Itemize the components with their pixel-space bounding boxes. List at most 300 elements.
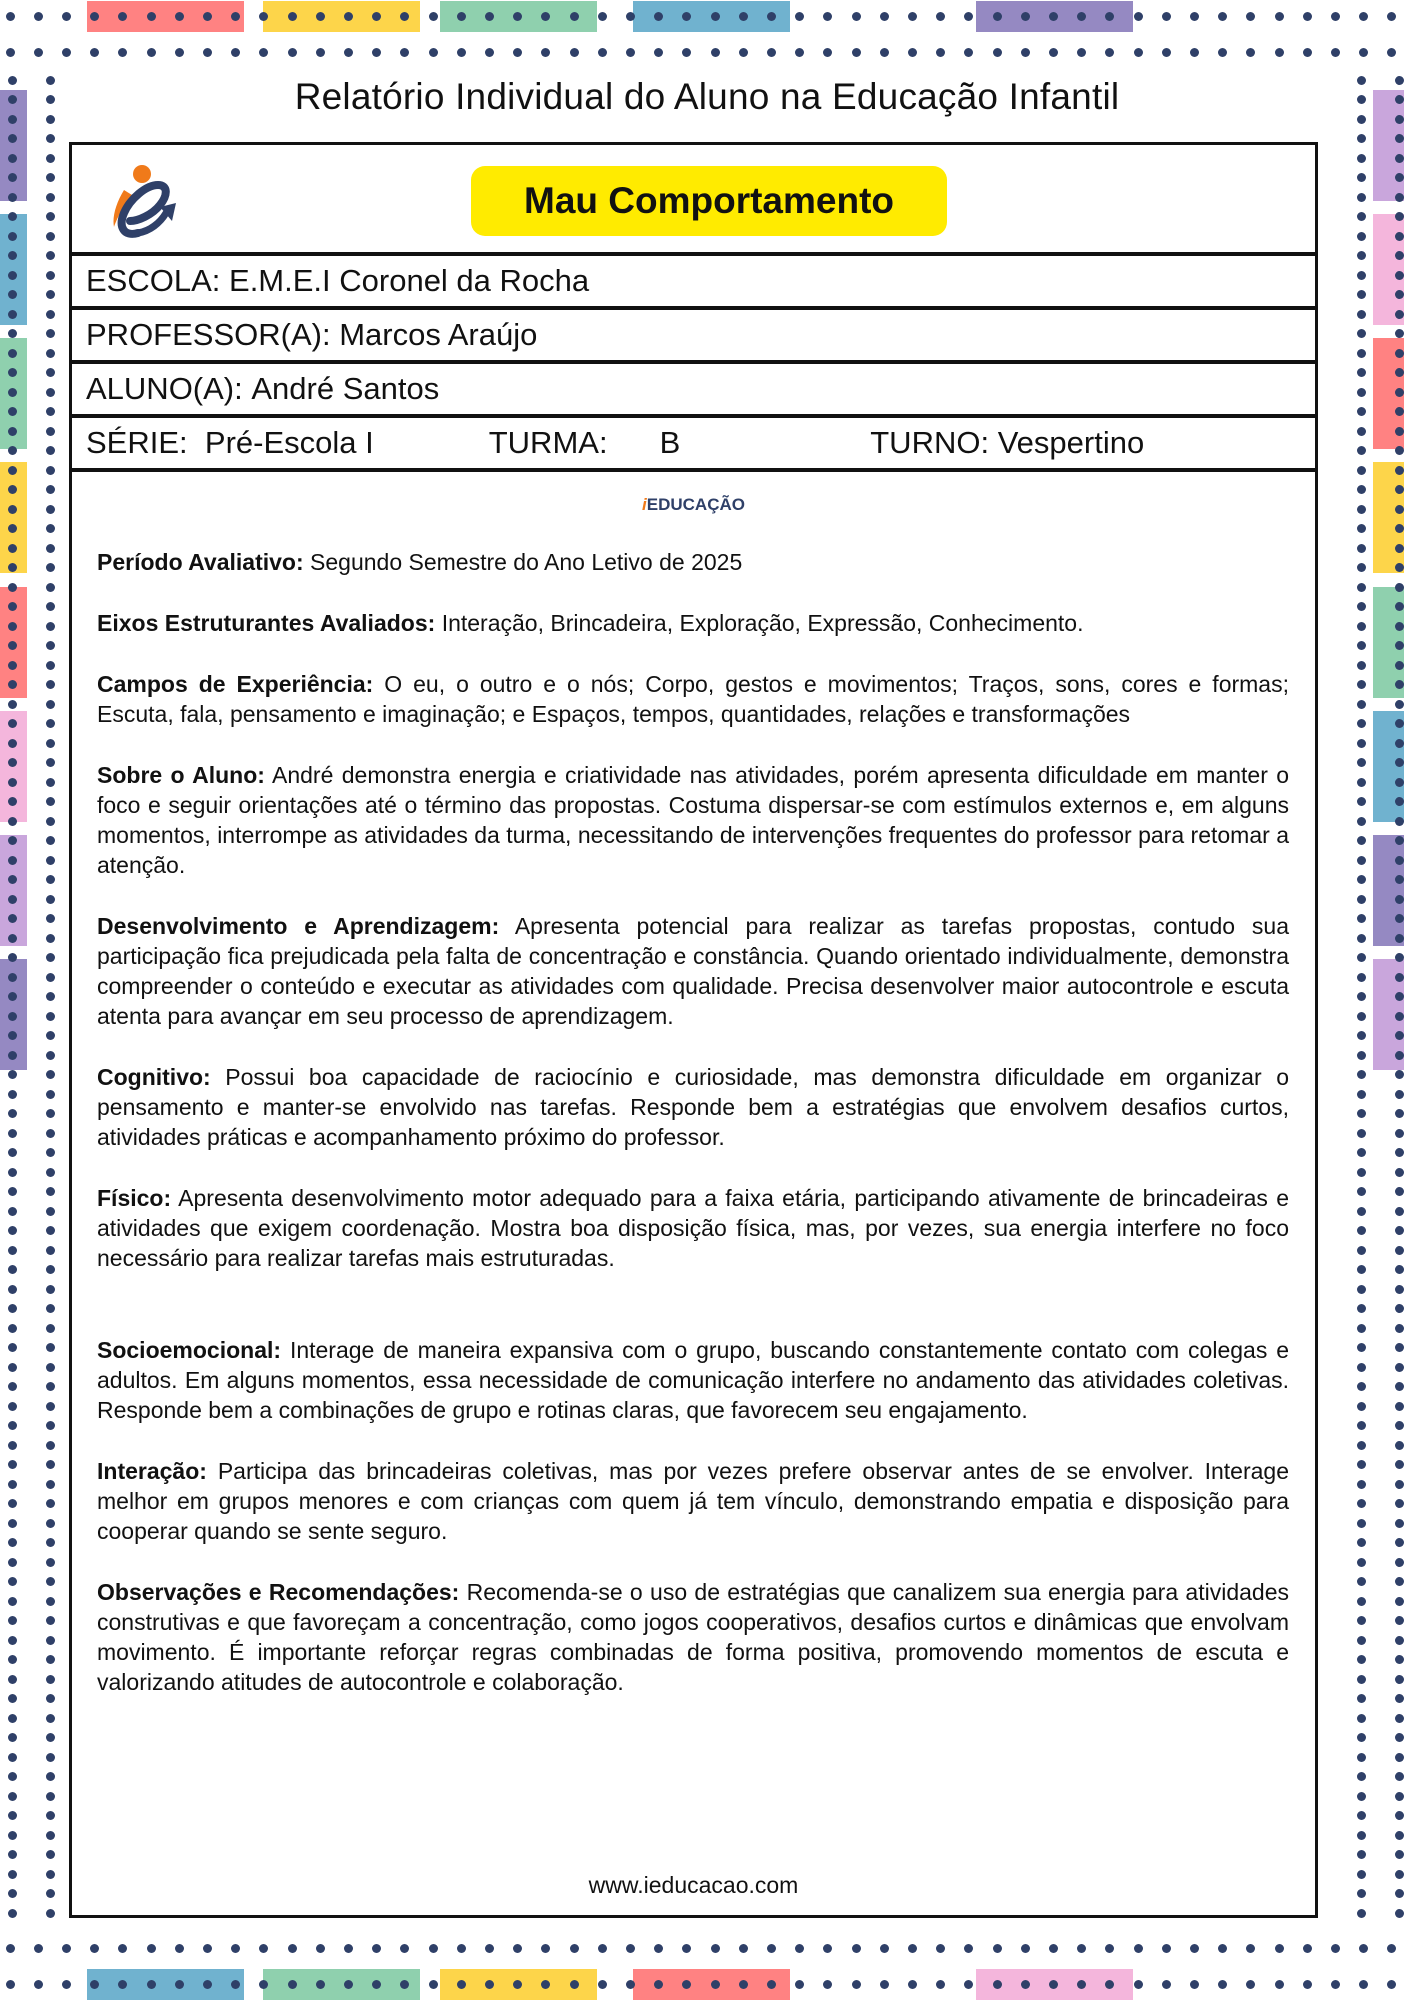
dot <box>1357 1421 1366 1430</box>
dot <box>1077 12 1086 21</box>
dot <box>1162 1980 1171 1989</box>
dot <box>1395 700 1404 709</box>
dot <box>1357 1675 1366 1684</box>
dot <box>1357 1343 1366 1352</box>
section-label: Interação: <box>97 1458 207 1484</box>
dot <box>46 836 55 845</box>
dot <box>46 1402 55 1411</box>
dot <box>175 1980 184 1989</box>
dot <box>147 12 156 21</box>
dot <box>8 212 17 221</box>
dot <box>880 48 889 57</box>
dot <box>1162 1944 1171 1953</box>
report-content <box>97 547 1289 1728</box>
brand-mark-prefix: i <box>642 495 647 514</box>
dot <box>1190 48 1199 57</box>
dot <box>8 485 17 494</box>
dot <box>8 1772 17 1781</box>
dot <box>1395 1246 1404 1255</box>
dot <box>1395 622 1404 631</box>
dot <box>46 1636 55 1645</box>
dot <box>1357 251 1366 260</box>
dot <box>6 12 15 21</box>
dot <box>46 641 55 650</box>
dot <box>46 212 55 221</box>
dot <box>46 1109 55 1118</box>
dot <box>8 232 17 241</box>
dot <box>46 992 55 1001</box>
dot <box>8 1382 17 1391</box>
dot <box>46 1753 55 1762</box>
dot <box>1331 12 1340 21</box>
dot <box>1359 48 1368 57</box>
dot <box>795 1944 804 1953</box>
dot <box>8 700 17 709</box>
section-cognitive <box>97 1062 1289 1152</box>
dot <box>1395 1168 1404 1177</box>
dot <box>46 154 55 163</box>
ieducacao-logo-icon <box>94 155 184 245</box>
dot <box>46 1246 55 1255</box>
bottom-color-band <box>87 1969 244 2000</box>
dot <box>118 48 127 57</box>
dot <box>1021 12 1030 21</box>
dot <box>46 173 55 182</box>
dot <box>8 1109 17 1118</box>
dot <box>1395 1012 1404 1021</box>
dot <box>1357 1129 1366 1138</box>
dot <box>936 48 945 57</box>
dot <box>316 1980 325 1989</box>
dot <box>1357 1655 1366 1664</box>
section-text: Interage de maneira expansiva com o grupo, buscando constantemente contato com colegas e adultos. Em alguns momentos, essa necessidade de comunicação interfere no andamento das atividades coletivas. Responde bem a combinações de grupo e rotinas claras, que favorecem seu engajamento. <box>97 1337 1290 1423</box>
dot <box>1049 1980 1058 1989</box>
dot <box>8 641 17 650</box>
dot <box>1395 407 1404 416</box>
dot <box>8 1265 17 1274</box>
dot <box>62 12 71 21</box>
dot <box>1162 12 1171 21</box>
dot <box>8 466 17 475</box>
dot <box>739 1944 748 1953</box>
dot <box>46 602 55 611</box>
dot <box>1246 1980 1255 1989</box>
dot <box>1357 1792 1366 1801</box>
dot <box>8 563 17 572</box>
dot <box>1134 12 1143 21</box>
dot <box>429 1944 438 1953</box>
dot <box>598 1980 607 1989</box>
dot <box>1395 485 1404 494</box>
dot <box>1395 1363 1404 1372</box>
dot <box>8 680 17 689</box>
dot <box>626 48 635 57</box>
dot <box>8 173 17 182</box>
dot <box>1395 739 1404 748</box>
section-label: Físico: <box>97 1185 172 1211</box>
section-label: Campos de Experiência: <box>97 671 374 697</box>
dot <box>8 875 17 884</box>
dot <box>34 48 43 57</box>
dot <box>1395 154 1404 163</box>
dot <box>485 1980 494 1989</box>
dot <box>541 48 550 57</box>
dot <box>46 856 55 865</box>
section-label: Sobre o Aluno: <box>97 762 265 788</box>
dot <box>46 1460 55 1469</box>
section-text: O eu, o outro e o nós; Corpo, gestos e movimentos; Traços, sons, cores e formas; Escuta, fala, pensamento e imaginação; e Espaços, tempos, quantidades, relações e transformações <box>97 671 1289 727</box>
dot <box>46 914 55 923</box>
dot <box>513 1944 522 1953</box>
dot <box>1077 1980 1086 1989</box>
dot <box>852 48 861 57</box>
dot <box>1357 1363 1366 1372</box>
dot <box>46 1421 55 1430</box>
left-color-band <box>0 835 27 946</box>
section-text: Apresenta desenvolvimento motor adequado para a faixa etária, participando ativamente de brincadeiras e atividades que exigem coordenação. Mostra boa disposição física, mas, por vezes, sua energia interfere no foco necessário para realizar tarefas mais estruturadas. <box>97 1185 1289 1271</box>
dot <box>1395 271 1404 280</box>
dot <box>1303 12 1312 21</box>
dot <box>1246 12 1255 21</box>
dot <box>8 310 17 319</box>
dot <box>8 758 17 767</box>
dot <box>1049 12 1058 21</box>
shift-label: TURNO: <box>870 425 990 460</box>
dot <box>1357 836 1366 845</box>
section-text: Apresenta potencial para realizar as tarefas propostas, contudo sua participação fica prejudicada pela falta de concentração e constância. Quando orientado individualmente, demonstra compreender o conteúdo e executar as atividades com qualidade. Precisa desenvolver maior autocontrole e escuta atenta para avançar em seu processo de aprendizagem. <box>97 913 1289 1029</box>
dot <box>46 1519 55 1528</box>
report-header <box>72 145 1315 256</box>
dot <box>46 1265 55 1274</box>
dot <box>8 388 17 397</box>
section-label: Cognitivo: <box>97 1064 211 1090</box>
dot <box>1395 1343 1404 1352</box>
dot <box>46 1831 55 1840</box>
dot <box>767 12 776 21</box>
dot <box>626 1944 635 1953</box>
school-label: ESCOLA: <box>86 263 221 298</box>
dot <box>993 1944 1002 1953</box>
dot <box>1357 778 1366 787</box>
dot <box>1395 1772 1404 1781</box>
dot <box>203 48 212 57</box>
dot <box>8 622 17 631</box>
dot <box>46 1441 55 1450</box>
dot <box>259 1944 268 1953</box>
dot <box>1395 349 1404 358</box>
bottom-color-band <box>263 1969 420 2000</box>
dot <box>1190 1980 1199 1989</box>
dot <box>1357 1246 1366 1255</box>
dot <box>1395 193 1404 202</box>
school-row <box>72 256 1315 310</box>
dot <box>429 1980 438 1989</box>
dot <box>203 12 212 21</box>
dot <box>372 48 381 57</box>
right-color-band <box>1373 835 1404 946</box>
dot <box>1246 1944 1255 1953</box>
dot <box>1357 758 1366 767</box>
dot <box>8 544 17 553</box>
dot <box>203 1944 212 1953</box>
dot <box>457 48 466 57</box>
dot <box>46 368 55 377</box>
dot <box>400 1980 409 1989</box>
dot <box>231 1944 240 1953</box>
dot <box>8 895 17 904</box>
dot <box>8 1226 17 1235</box>
dot <box>46 1870 55 1879</box>
dot <box>259 1980 268 1989</box>
section-interaction <box>97 1456 1289 1546</box>
section-axes <box>97 608 1289 638</box>
dot <box>8 368 17 377</box>
dot <box>46 1733 55 1742</box>
dot <box>570 12 579 21</box>
dot <box>46 1792 55 1801</box>
dot <box>1357 1733 1366 1742</box>
dot <box>8 1636 17 1645</box>
dot <box>1218 48 1227 57</box>
dot <box>8 583 17 592</box>
dot <box>1357 466 1366 475</box>
dot <box>1395 1889 1404 1898</box>
dot <box>46 1538 55 1547</box>
dot <box>654 48 663 57</box>
dot <box>1395 1051 1404 1060</box>
page-title: Relatório Individual do Aluno na Educação Infantil <box>294 76 1120 117</box>
dot <box>46 310 55 319</box>
dot <box>8 1324 17 1333</box>
dot <box>8 1421 17 1430</box>
student-row <box>72 364 1315 418</box>
dot <box>1105 12 1114 21</box>
dot <box>400 1944 409 1953</box>
dot <box>8 1129 17 1138</box>
top-color-band <box>263 1 420 32</box>
dot <box>1357 290 1366 299</box>
dot <box>46 758 55 767</box>
dot <box>1395 1538 1404 1547</box>
dot <box>1303 48 1312 57</box>
dot <box>1395 895 1404 904</box>
dot <box>288 1980 297 1989</box>
dot <box>1357 1831 1366 1840</box>
dot <box>570 48 579 57</box>
dot <box>1357 914 1366 923</box>
dot <box>46 563 55 572</box>
dot <box>8 1499 17 1508</box>
section-physical <box>97 1183 1289 1273</box>
dot <box>46 1655 55 1664</box>
school-value: E.M.E.I Coronel da Rocha <box>229 263 590 298</box>
dot <box>1357 388 1366 397</box>
dot <box>1357 1850 1366 1859</box>
shift-value: Vespertino <box>997 425 1145 460</box>
dot <box>1357 1109 1366 1118</box>
dot <box>46 1168 55 1177</box>
dot <box>823 1980 832 1989</box>
left-color-band <box>0 214 27 325</box>
dot <box>1357 1226 1366 1235</box>
dot <box>1303 1944 1312 1953</box>
dot <box>231 48 240 57</box>
dot <box>8 1850 17 1859</box>
dot <box>46 329 55 338</box>
dot <box>1357 1051 1366 1060</box>
dot <box>8 1519 17 1528</box>
dot <box>1357 856 1366 865</box>
dot <box>1357 1441 1366 1450</box>
dot <box>90 48 99 57</box>
dot <box>46 1850 55 1859</box>
dot <box>400 48 409 57</box>
dot <box>1395 329 1404 338</box>
dot <box>400 12 409 21</box>
dot <box>485 12 494 21</box>
dot <box>1357 1168 1366 1177</box>
dot <box>1021 1944 1030 1953</box>
dot <box>682 48 691 57</box>
dot <box>288 48 297 57</box>
dot <box>429 48 438 57</box>
dot <box>823 12 832 21</box>
dot <box>8 1148 17 1157</box>
dot <box>8 1187 17 1196</box>
dot <box>1395 1499 1404 1508</box>
dot <box>8 836 17 845</box>
dot <box>8 193 17 202</box>
dot <box>1357 1382 1366 1391</box>
dot <box>1275 48 1284 57</box>
dot <box>46 1324 55 1333</box>
dot <box>8 1831 17 1840</box>
dot <box>1395 310 1404 319</box>
dot <box>1395 1441 1404 1450</box>
dot <box>1395 1733 1404 1742</box>
dot <box>1395 836 1404 845</box>
dot <box>485 1944 494 1953</box>
dot <box>1395 1421 1404 1430</box>
dot <box>8 1168 17 1177</box>
dot <box>1395 1519 1404 1528</box>
dot <box>344 48 353 57</box>
dot <box>90 1980 99 1989</box>
dot <box>6 1980 15 1989</box>
dot <box>34 1980 43 1989</box>
dot <box>1049 1944 1058 1953</box>
dot <box>1395 1655 1404 1664</box>
dot <box>908 48 917 57</box>
dot <box>118 12 127 21</box>
dot <box>1246 48 1255 57</box>
dot <box>513 1980 522 1989</box>
dot <box>598 48 607 57</box>
dot <box>1357 719 1366 728</box>
dot <box>46 1285 55 1294</box>
dot <box>62 1980 71 1989</box>
dot <box>8 778 17 787</box>
dot <box>8 1577 17 1586</box>
dot <box>1395 212 1404 221</box>
dot <box>570 1980 579 1989</box>
dot <box>1357 427 1366 436</box>
dot <box>46 1090 55 1099</box>
dot <box>1357 154 1366 163</box>
dot <box>739 1980 748 1989</box>
dot <box>8 992 17 1001</box>
dot <box>1357 739 1366 748</box>
dot <box>8 407 17 416</box>
section-text: Possui boa capacidade de raciocínio e curiosidade, mas demonstra dificuldade em organizar o pensamento e manter-se envolvido nas tarefas. Responde bem a estratégias que envolvem desafios curtos, atividades práticas e acompanhamento próximo do professor. <box>97 1064 1290 1150</box>
class-value: B <box>659 425 681 460</box>
dot <box>1359 1980 1368 1989</box>
dot <box>1395 973 1404 982</box>
dot <box>8 797 17 806</box>
dot <box>1395 1207 1404 1216</box>
dot <box>711 48 720 57</box>
dot <box>8 661 17 670</box>
dot <box>1395 778 1404 787</box>
dot <box>46 1382 55 1391</box>
dot <box>46 1597 55 1606</box>
dot <box>1357 524 1366 533</box>
dot <box>1357 407 1366 416</box>
left-color-band <box>0 462 27 573</box>
dot <box>1395 875 1404 884</box>
dot <box>1395 1480 1404 1489</box>
dot <box>739 48 748 57</box>
dot <box>1105 48 1114 57</box>
dot <box>8 1070 17 1079</box>
dot <box>372 1944 381 1953</box>
dot <box>1357 1772 1366 1781</box>
dot <box>8 973 17 982</box>
dot <box>1021 1980 1030 1989</box>
dot <box>46 349 55 358</box>
dot <box>46 1051 55 1060</box>
dot <box>46 544 55 553</box>
dot <box>1357 797 1366 806</box>
dot <box>1395 1597 1404 1606</box>
dot <box>46 134 55 143</box>
dot <box>344 12 353 21</box>
section-socioemotional <box>97 1335 1289 1425</box>
section-about-student <box>97 760 1289 880</box>
dot <box>1357 680 1366 689</box>
dot <box>8 524 17 533</box>
dot <box>6 1944 15 1953</box>
dot <box>203 1980 212 1989</box>
dot <box>1395 1675 1404 1684</box>
dot <box>767 1944 776 1953</box>
dot <box>8 1051 17 1060</box>
dot <box>1357 1694 1366 1703</box>
dot <box>8 349 17 358</box>
section-label: Eixos Estruturantes Avaliados: <box>97 610 436 636</box>
dot <box>344 1944 353 1953</box>
dot <box>46 1499 55 1508</box>
dot <box>175 12 184 21</box>
dot <box>46 427 55 436</box>
dot <box>1357 485 1366 494</box>
dot <box>1275 1980 1284 1989</box>
dot <box>1395 992 1404 1001</box>
dot <box>880 12 889 21</box>
dot <box>46 1675 55 1684</box>
dot <box>711 1980 720 1989</box>
dot <box>1395 856 1404 865</box>
